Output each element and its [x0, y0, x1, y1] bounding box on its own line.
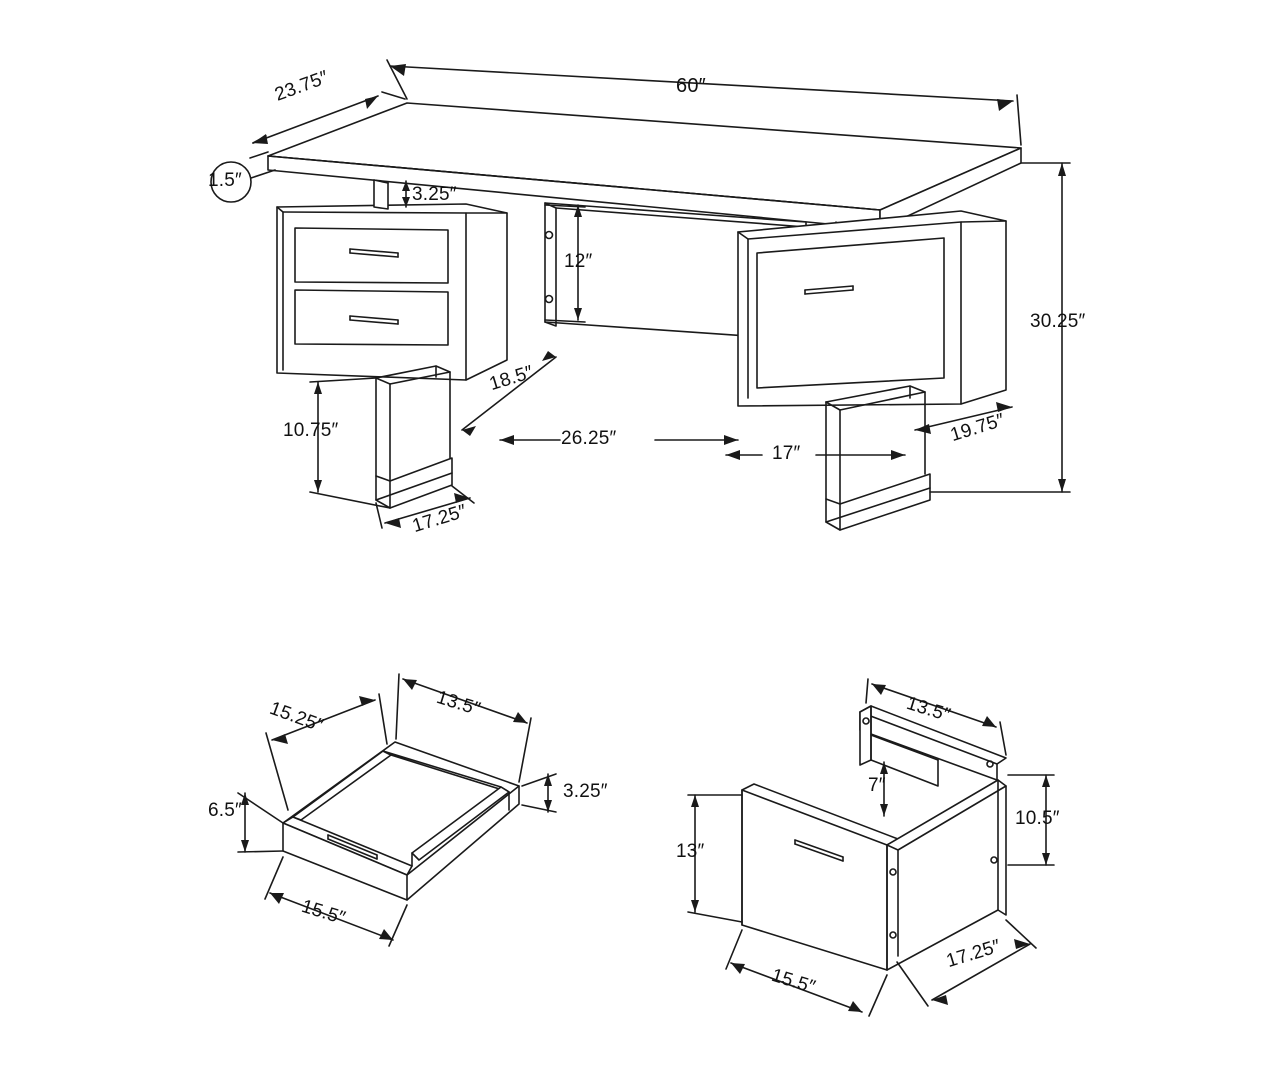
- label-file-drawer-front-height: 13″: [676, 841, 705, 862]
- right-leg: [826, 386, 930, 530]
- label-right-pedestal-width: 17″: [772, 443, 801, 464]
- dim-right-pedestal-width: [726, 450, 905, 460]
- left-pedestal: [277, 204, 507, 380]
- label-desk-width: 60″: [676, 75, 706, 97]
- label-leg-height: 10.75″: [283, 420, 339, 441]
- dim-small-drawer-box-height: [522, 774, 556, 812]
- label-small-drawer-box-height: 3.25″: [563, 781, 608, 802]
- dim-top-to-drawer: [402, 181, 410, 207]
- label-small-drawer-width: 13.5″: [433, 687, 483, 721]
- dim-small-drawer-front-height: [238, 793, 283, 852]
- label-small-drawer-front-width: 15.5″: [298, 896, 348, 930]
- label-foot-depth: 17.25″: [410, 500, 470, 538]
- small-drawer: [283, 742, 519, 900]
- right-pedestal: [738, 211, 1006, 406]
- left-leg: [376, 366, 452, 508]
- label-small-drawer-front-height: 6.5″: [208, 800, 242, 821]
- label-overall-height: 30.25″: [1030, 311, 1086, 332]
- label-top-to-drawer: 3.25″: [412, 184, 457, 205]
- dim-leg-height: [310, 378, 390, 508]
- label-knee-width: 26.25″: [561, 428, 617, 449]
- label-desk-depth: 23.75″: [272, 67, 332, 106]
- label-file-drawer-inner-height: 7″: [868, 775, 886, 796]
- label-file-drawer-width: 13.5″: [903, 693, 953, 727]
- label-file-drawer-box-height: 10.5″: [1015, 808, 1060, 829]
- label-file-drawer-front-width: 15.5″: [768, 965, 818, 999]
- label-modesty-height: 12″: [564, 251, 593, 272]
- file-drawer: [742, 706, 1006, 970]
- label-top-thickness: 1.5″: [208, 170, 242, 191]
- label-right-pedestal-depth: 19.75″: [948, 409, 1008, 447]
- dim-knee-width: [500, 435, 738, 445]
- label-file-drawer-side-depth: 17.25″: [944, 935, 1004, 973]
- label-small-drawer-side: 15.25″: [266, 698, 327, 737]
- label-left-pedestal-depth: 18.5″: [487, 361, 536, 396]
- left-support-post: [374, 180, 388, 209]
